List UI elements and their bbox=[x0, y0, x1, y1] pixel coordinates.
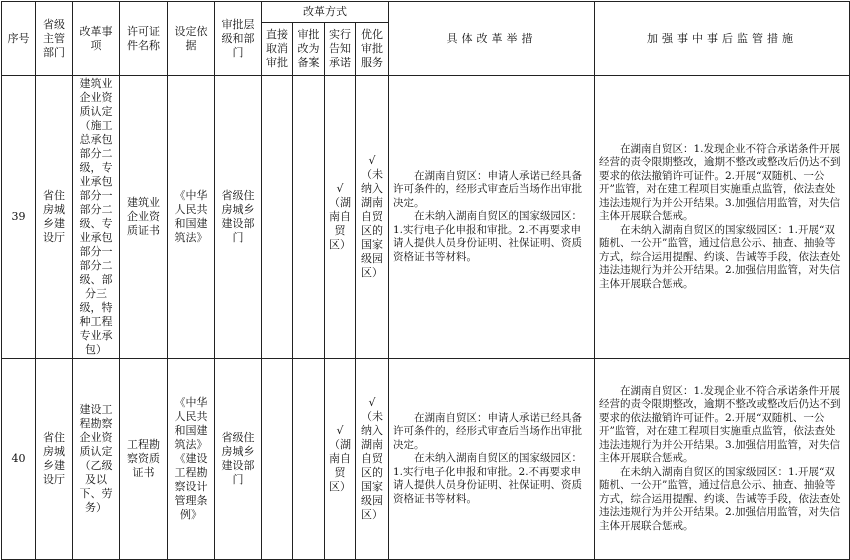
cell-optimize: √（未纳入湖南自贸区的国家级园区） bbox=[356, 359, 389, 560]
reform-table bbox=[1, 1, 850, 560]
cell-cancel bbox=[262, 359, 293, 560]
header-reform-mode: 改革方式 bbox=[262, 2, 389, 23]
header-seq: 序号 bbox=[2, 2, 36, 76]
header-commit: 实行告知承诺 bbox=[325, 23, 356, 76]
cell-dept: 省住房城乡建设厅 bbox=[36, 359, 73, 560]
cell-dept: 省住房城乡建设厅 bbox=[36, 76, 73, 359]
measure-paragraph: 在湖南自贸区：申请人承诺已经具备许可条件的，经形式审查后当场作出审批决定。 bbox=[393, 169, 582, 209]
cell-optimize: √（未纳入湖南自贸区的国家级园区） bbox=[356, 76, 389, 359]
table-header bbox=[2, 2, 850, 76]
header-item: 改革事项 bbox=[73, 2, 120, 76]
cell-basis: 《中华人民共和国建筑法》《建设工程勘察设计管理条例》 bbox=[168, 359, 215, 560]
supervision-paragraph: 在湖南自贸区：1.发现企业不符合承诺条件开展经营的责令限期整改，逾期不整改或整改后仍达不到要求的依法撤销许可证件。2.开展“双随机、一公开”监管，对在建工程项目实施重点监管，依法查处违法违规行为并公开结果。3.加强信用监管，对失信主体开展联合惩戒。 bbox=[599, 384, 841, 465]
table-row bbox=[2, 76, 850, 359]
cell-to-filing bbox=[293, 76, 325, 359]
header-dept: 省级主管部门 bbox=[36, 2, 73, 76]
cell-measures bbox=[389, 76, 595, 359]
cell-license: 工程勘察资质证书 bbox=[120, 359, 168, 560]
cell-level: 省级住房城乡建设部门 bbox=[215, 359, 262, 560]
table-row bbox=[2, 359, 850, 560]
cell-seq: 40 bbox=[2, 359, 36, 560]
cell-to-filing bbox=[293, 359, 325, 560]
supervision-paragraph: 在湖南自贸区：1.发现企业不符合承诺条件开展经营的责令限期整改，逾期不整改或整改后仍达不到要求的依法撤销许可证件。2.开展“双随机、一公开”监管，对在建工程项目实施重点监管，依法查处违法违规行为并公开结果。3.加强信用监管，对失信主体开展联合惩戒。 bbox=[599, 142, 841, 223]
header-optimize: 优化审批服务 bbox=[356, 23, 389, 76]
cell-basis: 《中华人民共和国建筑法》 bbox=[168, 76, 215, 359]
cell-supervision bbox=[595, 359, 850, 560]
cell-cancel bbox=[262, 76, 293, 359]
cell-commit: √（湖南自贸区） bbox=[325, 359, 356, 560]
cell-seq: 39 bbox=[2, 76, 36, 359]
header-cancel: 直接取消审批 bbox=[262, 23, 293, 76]
measure-paragraph: 在湖南自贸区：申请人承诺已经具备许可条件的，经形式审查后当场作出审批决定。 bbox=[393, 411, 582, 451]
cell-item: 建筑业企业资质认定（施工总承包部分二级，专业承包部分一部分二级、专业承包部分一部分二级、部分三级，特种工程专业承包） bbox=[73, 76, 120, 359]
cell-supervision bbox=[595, 76, 850, 359]
supervision-paragraph: 在未纳入湖南自贸区的国家级园区：1.开展“双随机、一公开”监管，通过信息公示、抽查、抽验等方式，综合运用提醒、约谈、告诫等手段，依法查处违法违规行为并公开结果。2.加强信用监管，对失信主体开展联合惩戒。 bbox=[599, 465, 841, 532]
header-basis: 设定依据 bbox=[168, 2, 215, 76]
measure-paragraph: 在未纳入湖南自贸区的国家级园区：1.实行电子化申报和审批。2.不再要求申请人提供人员身份证明、社保证明、资质资格证书等材料。 bbox=[393, 452, 582, 505]
header-supervision: 加强事中事后监管措施 bbox=[595, 2, 850, 76]
cell-measures bbox=[389, 359, 595, 560]
cell-license: 建筑业企业资质证书 bbox=[120, 76, 168, 359]
cell-commit: √（湖南自贸区） bbox=[325, 76, 356, 359]
header-level: 审批层级和部门 bbox=[215, 2, 262, 76]
header-license: 许可证件名称 bbox=[120, 2, 168, 76]
header-measures: 具体改革举措 bbox=[389, 2, 595, 76]
header-to-filing: 审批改为备案 bbox=[293, 23, 325, 76]
measure-paragraph: 在未纳入湖南自贸区的国家级园区：1.实行电子化申报和审批。2.不再要求申请人提供人员身份证明、社保证明、资质资格证书等材料。 bbox=[393, 210, 582, 263]
supervision-paragraph: 在未纳入湖南自贸区的国家级园区：1.开展“双随机、一公开”监管，通过信息公示、抽查、抽验等方式，综合运用提醒、约谈、告诫等手段，依法查处违法违规行为并公开结果。2.加强信用监管，对失信主体开展联合惩戒。 bbox=[599, 223, 841, 290]
cell-item: 建设工程勘察企业资质认定（乙级及以下、劳务） bbox=[73, 359, 120, 560]
cell-level: 省级住房城乡建设部门 bbox=[215, 76, 262, 359]
